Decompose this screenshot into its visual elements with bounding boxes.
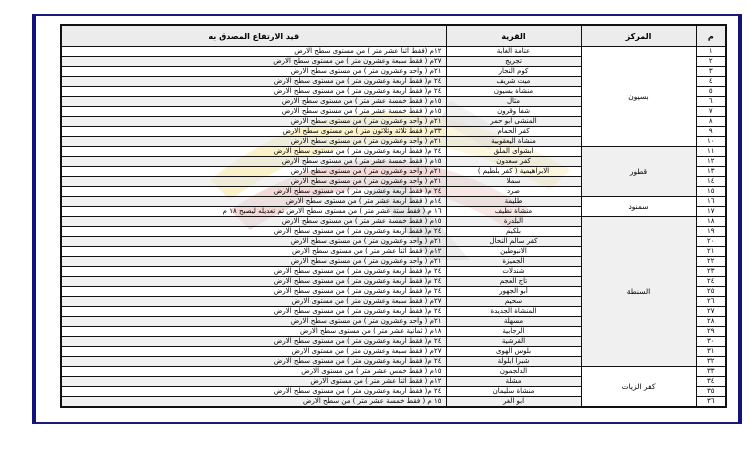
restriction-cell: ٣٣م ( فقط ثلاثة وثلاثون متر ) من مستوى سطح الارض <box>61 127 446 137</box>
height-restrictions-table <box>60 24 727 408</box>
village-cell: منشاة بسيون <box>446 87 581 97</box>
village-cell: كفر الحمام <box>446 127 581 137</box>
village-cell: الانبوطين <box>446 247 581 257</box>
village-cell: صرد <box>446 187 581 197</box>
village-cell: شبرا ابلولة <box>446 357 581 367</box>
serial-cell: ٣٢ <box>696 357 726 367</box>
header-restriction: قيد الارتفاع المصدق به <box>61 25 446 47</box>
district-cell: بسيون <box>581 47 696 147</box>
restriction-cell: ٢٤ م( فقط اربعة وعشرون متر ) من مستوى سطح الارض <box>61 387 446 397</box>
serial-cell: ١ <box>696 47 726 57</box>
serial-cell: ٢٤ <box>696 277 726 287</box>
serial-cell: ٨ <box>696 117 726 127</box>
table-row <box>61 217 726 227</box>
serial-cell: ٣٥ <box>696 387 726 397</box>
village-cell: سملا <box>446 177 581 187</box>
village-cell: شندلات <box>446 267 581 277</box>
restriction-cell: ٢٤ م( فقط اربعة وعشرون متر ) من مستوى سطح الارض <box>61 337 446 347</box>
district-cell: قطور <box>581 147 696 197</box>
serial-cell: ١١ <box>696 147 726 157</box>
restriction-cell: ١٢م ( فقط اثنا عشر متر ) من مستوى الارض <box>61 377 446 387</box>
restriction-cell: ١٥ م ( فقط خمسة عشر متر ) من سطح الارض <box>61 397 446 408</box>
restriction-cell: ٢١م ( واحد وعشرون متر ) من مستوى سطح الارض <box>61 67 446 77</box>
restriction-cell: ١٥م ( فقط خمسة عشر متر ) من مستوى سطح الارض <box>61 97 446 107</box>
serial-cell: ٣٣ <box>696 367 726 377</box>
restriction-cell: ١٥م ( فقط خمس عشر متر ) من مستوى الارض <box>61 367 446 377</box>
serial-cell: ٤ <box>696 77 726 87</box>
serial-cell: ٣٦ <box>696 397 726 408</box>
village-cell: تجريج <box>446 57 581 67</box>
restriction-cell: ١٨م ( ثمانية عشر متر ) من مستوى سطح الارض <box>61 327 446 337</box>
serial-cell: ٢٥ <box>696 287 726 297</box>
header-serial: م <box>696 25 726 47</box>
village-cell: ميت شريف <box>446 77 581 87</box>
restriction-cell: ٢٤ م( فقط اربعة وعشرون متر ) من مستوى سطح الارض <box>61 267 446 277</box>
village-cell: شفا وقرون <box>446 107 581 117</box>
serial-cell: ٢٦ <box>696 297 726 307</box>
village-cell: الرجابية <box>446 327 581 337</box>
village-cell: ابو الغر <box>446 397 581 408</box>
village-cell: منشاة نظيف <box>446 207 581 217</box>
village-cell: بلكيم <box>446 227 581 237</box>
village-cell: ابشواى الملق <box>446 147 581 157</box>
serial-cell: ٧ <box>696 107 726 117</box>
village-cell: الجميزة <box>446 257 581 267</box>
village-cell: القرشية <box>446 337 581 347</box>
serial-cell: ٣٠ <box>696 337 726 347</box>
village-cell: كفر سالم النحال <box>446 237 581 247</box>
restriction-cell: ١٢م (فقط اثنا عشر متر ) من مستوى سطح الارض <box>61 47 446 57</box>
serial-cell: ٢٣ <box>696 267 726 277</box>
village-cell: سحيم <box>446 297 581 307</box>
restriction-cell: ٢٤ م( فقط اربعة وعشرون متر ) من مستوى سطح الارض <box>61 277 446 287</box>
village-cell: الدلجمون <box>446 367 581 377</box>
serial-cell: ١٣ <box>696 167 726 177</box>
restriction-cell: ٢٤ م( فقط اربعة وعشرون متر ) من مستوى سطح الارض <box>61 87 446 97</box>
village-cell: كفر سعدون <box>446 157 581 167</box>
restriction-cell: ٢٧م ( فقط سبعة وعشرون متر ) من مستوى الارض <box>61 347 446 357</box>
village-cell: بلوس الهوى <box>446 347 581 357</box>
table-row <box>61 47 726 57</box>
serial-cell: ٢٨ <box>696 317 726 327</box>
village-cell: البلدرة <box>446 217 581 227</box>
restriction-cell: ٢٤ م( فقط اربعة وعشرون متر ) من مستوى سطح الارض <box>61 357 446 367</box>
table-row <box>61 197 726 207</box>
restriction-cell: ١٥م ( فقط خمسة عشر متر ) من مستوى سطح الارض <box>61 217 446 227</box>
village-cell: مثال <box>446 97 581 107</box>
serial-cell: ٦ <box>696 97 726 107</box>
restriction-cell: ١٤م ( فقط اربعة عشر متر ) من مستوى سطح الارض <box>61 197 446 207</box>
village-cell: منشاة سليمان <box>446 387 581 397</box>
restriction-cell: ٢١م ( واحد وعشرون متر ) من مستوى سطح الارض <box>61 137 446 147</box>
restriction-cell: ٢٤ م( فقط اربعة وعشرون متر ) من مستوى سطح الارض <box>61 227 446 237</box>
serial-cell: ٢٠ <box>696 237 726 247</box>
restriction-cell: ١٦ م ( فقط ستة عشر متر ) من مستوى سطح الارض تم تعديله ليصبح ١٨ م <box>61 207 446 217</box>
village-cell: تاج العجم <box>446 277 581 287</box>
village-cell: كوم النجار <box>446 67 581 77</box>
restriction-cell: ٢٤ م( فقط اربعة وعشرون متر ) من مستوى سطح الارض <box>61 287 446 297</box>
header-village: القرية <box>446 25 581 47</box>
table-header-row <box>61 25 726 47</box>
restriction-cell: ٢١م ( واحد وعشرون متر ) من مستوى سطح الارض <box>61 117 446 127</box>
serial-cell: ١٩ <box>696 227 726 237</box>
village-cell: طليمة <box>446 197 581 207</box>
district-cell: السنطة <box>581 217 696 367</box>
serial-cell: ٢١ <box>696 247 726 257</box>
village-cell: الابراهيمية ( كفر بلطيم ) <box>446 167 581 177</box>
serial-cell: ١٢ <box>696 157 726 167</box>
village-cell: المنشى ابو حمر <box>446 117 581 127</box>
serial-cell: ١٤ <box>696 177 726 187</box>
restriction-cell: ٢١م ( واحد وعشرون متر ) من مستوى سطح الارض <box>61 167 446 177</box>
serial-cell: ٣١ <box>696 347 726 357</box>
serial-cell: ٢٢ <box>696 257 726 267</box>
village-cell: المنشاة الجديدة <box>446 307 581 317</box>
district-cell: كفر الزيات <box>581 367 696 408</box>
serial-cell: ٣٤ <box>696 377 726 387</box>
serial-cell: ٢٩ <box>696 327 726 337</box>
table-row <box>61 367 726 377</box>
village-cell: مشلة <box>446 377 581 387</box>
serial-cell: ١٥ <box>696 187 726 197</box>
village-cell: عتامة الغابة <box>446 47 581 57</box>
restriction-cell: ٢٤ م( فقط اربعة وعشرون متر ) من مستوى سطح الارض <box>61 187 446 197</box>
restriction-cell: ١٥م ( فقط خمسة عشر متر ) من مستوى سطح الارض <box>61 157 446 167</box>
restriction-cell: ١٥م ( فقط خمسة عشر متر ) من مستوى سطح الارض <box>61 107 446 117</box>
restriction-cell: ٢١م ( واحد وعشرون متر ) من مستوى سطح الارض <box>61 237 446 247</box>
restriction-cell: ٢٤ م( فقط اربعة وعشرون متر ) من مستوى سطح الارض <box>61 147 446 157</box>
table-body <box>61 47 726 408</box>
restriction-cell: ٢١م ( واحد وعشرون متر ) من مستوى سطح الارض <box>61 257 446 267</box>
restriction-cell: ٢١م ( واحد وعشرون متر ) من مستوى سطح الارض <box>61 177 446 187</box>
table-row <box>61 147 726 157</box>
serial-cell: ٣ <box>696 67 726 77</box>
restriction-cell: ١٢م ( فقط اثنا عشر متر ) من مستوى سطح الارض <box>61 247 446 257</box>
village-cell: مسهلة <box>446 317 581 327</box>
serial-cell: ١٦ <box>696 197 726 207</box>
serial-cell: ٢٧ <box>696 307 726 317</box>
serial-cell: ٩ <box>696 127 726 137</box>
restriction-cell: ٢٤ م( فقط اربعة وعشرون متر ) من مستوى سطح الارض <box>61 77 446 87</box>
restriction-cell: ٢٧م ( فقط سبعة وعشرون متر ) من مستوى الارض <box>61 297 446 307</box>
restriction-cell: ٢٤ م( فقط اربعة وعشرون متر ) من مستوى سطح الارض <box>61 307 446 317</box>
restriction-cell: ٢١م ( واحد وعشرون متر ) من مستوى سطح الارض <box>61 317 446 327</box>
header-district: المركز <box>581 25 696 47</box>
restriction-cell: ٢٧م ( فقط سبعة وعشرون متر ) من مستوى سطح الارض <box>61 57 446 67</box>
village-cell: أبو الجهور <box>446 287 581 297</box>
serial-cell: ٢ <box>696 57 726 67</box>
serial-cell: ١٧ <box>696 207 726 217</box>
serial-cell: ١٠ <box>696 137 726 147</box>
serial-cell: ٥ <box>696 87 726 97</box>
village-cell: منشاة اليعقوبية <box>446 137 581 147</box>
serial-cell: ١٨ <box>696 217 726 227</box>
district-cell: سمنود <box>581 197 696 217</box>
